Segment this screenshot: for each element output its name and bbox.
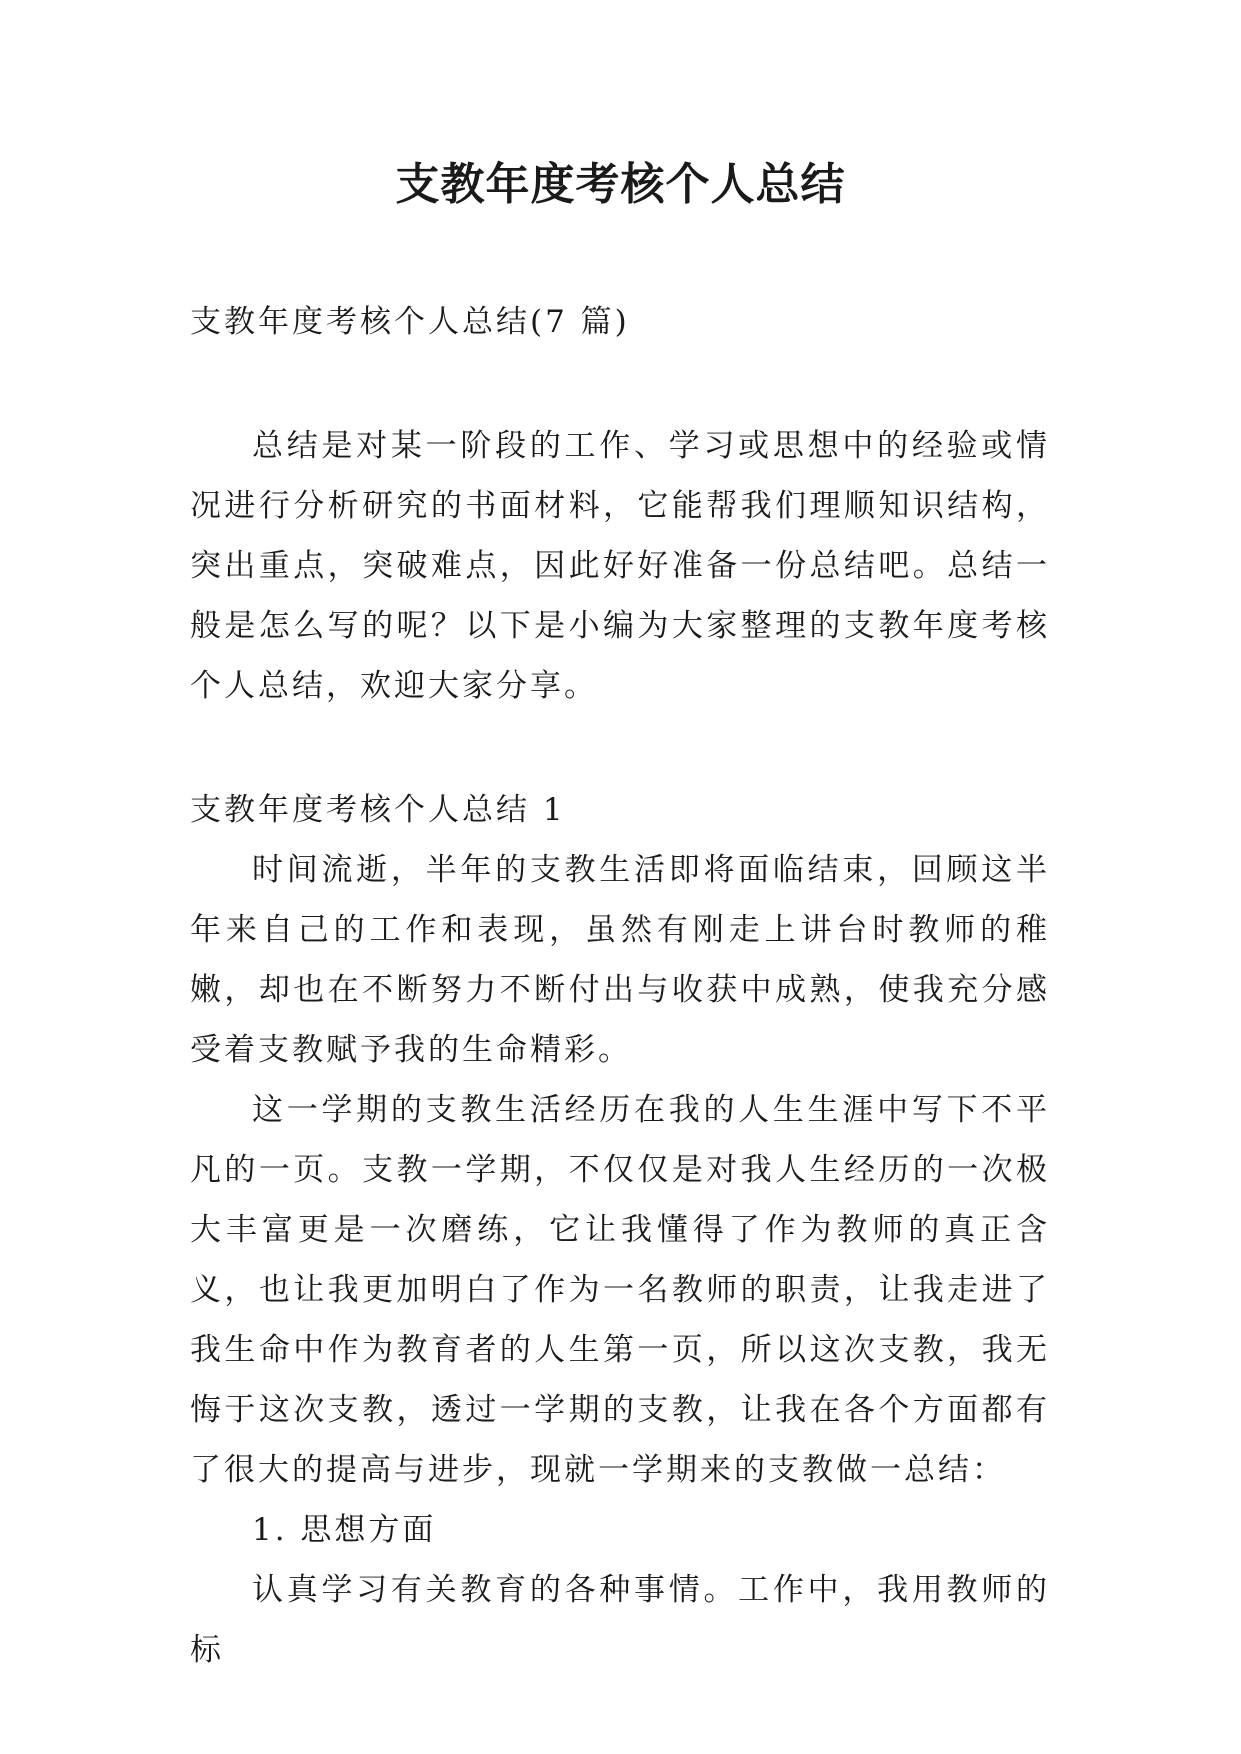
body-paragraph: 时间流逝，半年的支教生活即将面临结束，回顾这半年来自己的工作和表现，虽然有刚走上讲台时教师的稚嫩，却也在不断努力不断付出与收获中成熟，使我充分感受着支教赋予我的生命精彩。 (190, 852, 1050, 1068)
document-body (190, 292, 1050, 1680)
intro-paragraph: 总结是对某一阶段的工作、学习或思想中的经验或情况进行分析研究的书面材料，它能帮我们理顺知识结构，突出重点，突破难点，因此好好准备一份总结吧。总结一般是怎么写的呢？以下是小编为大家整理的支教年度考核个人总结，欢迎大家分享。 (190, 428, 1050, 704)
section-heading: 支教年度考核个人总结 1 (190, 792, 566, 828)
body-paragraph: 认真学习有关教育的各种事情。工作中，我用教师的标 (190, 1572, 1050, 1668)
document-title: 支教年度考核个人总结 (395, 159, 846, 210)
body-paragraph: 这一学期的支教生活经历在我的人生生涯中写下不平凡的一页。支教一学期，不仅仅是对我人生经历的一次极大丰富更是一次磨练，它让我懂得了作为教师的真正含义，也让我更加明白了作为一名教师的职责，让我走进了我生命中作为教育者的人生第一页，所以这次支教，我无悔于这次支教，透过一学期的支教，让我在各个方面都有了很大的提高与进步，现就一学期来的支教做一总结： (190, 1092, 1050, 1488)
document-subtitle: 支教年度考核个人总结(7 篇) (190, 304, 630, 340)
item-heading: 1. 思想方面 (252, 1512, 437, 1548)
